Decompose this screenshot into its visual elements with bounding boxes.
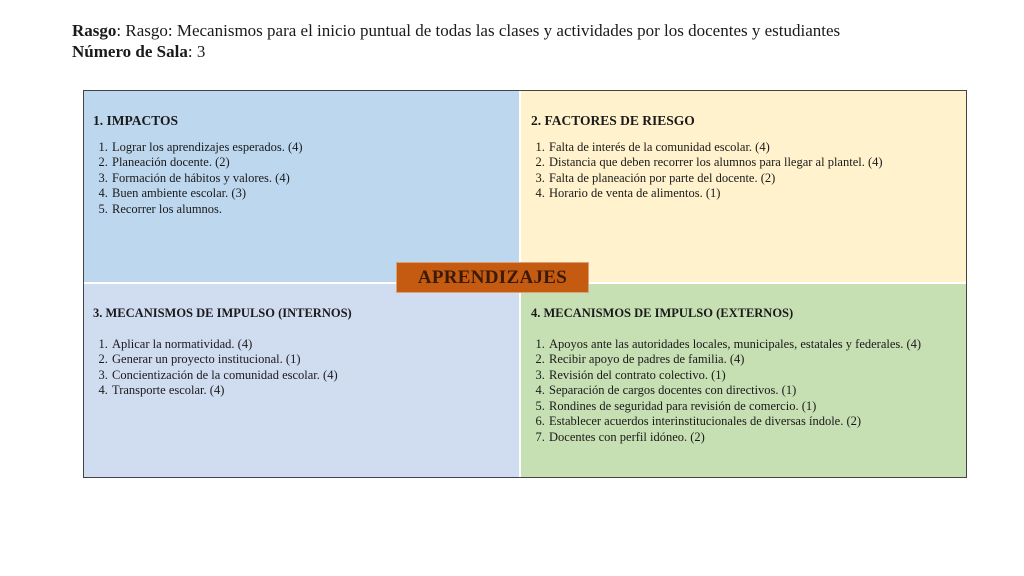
list-item: 4. Transporte escolar. (4): [111, 383, 507, 399]
list-item: 3. Revisión del contrato colectivo. (1): [548, 368, 954, 384]
header: [72, 20, 840, 62]
list-item: 3. Concientización de la comunidad escolar. (4): [111, 368, 507, 384]
list-item: 2. Planeación docente. (2): [111, 155, 507, 171]
list-item: 1. Aplicar la normatividad. (4): [111, 337, 507, 353]
sala-value: : 3: [187, 42, 206, 61]
quadrant-list: [530, 140, 954, 202]
quadrant-impulso-internos: [84, 284, 521, 477]
quadrant-list: [93, 140, 507, 218]
list-item: 3. Falta de planeación por parte del docente. (2): [548, 171, 954, 187]
sala-label: Número de Sala: [72, 42, 188, 61]
list-item: 2. Distancia que deben recorrer los alumnos para llegar al plantel. (4): [548, 155, 954, 171]
list-item: 1. Apoyos ante las autoridades locales, municipales, estatales y federales. (4): [548, 337, 954, 353]
center-label-aprendizajes: APRENDIZAJES: [396, 262, 589, 293]
list-item: 5. Recorrer los alumnos.: [111, 202, 507, 218]
quadrant-list: [530, 337, 954, 446]
list-item: 4. Horario de venta de alimentos. (1): [548, 186, 954, 202]
rasgo-value: : Rasgo: Mecanismos para el inicio puntual de todas las clases y actividades por los docentes y estudiantes: [116, 21, 841, 40]
quadrant-impulso-externos: [521, 284, 966, 477]
list-item: 6. Establecer acuerdos interinstitucionales de diversas índole. (2): [548, 414, 954, 430]
quadrant-title: 3. MECANISMOS DE IMPULSO (INTERNOS): [93, 306, 352, 320]
rasgo-label: Rasgo: [72, 21, 117, 40]
list-item: 1. Lograr los aprendizajes esperados. (4): [111, 140, 507, 156]
quadrant-title: 1. IMPACTOS: [93, 113, 179, 128]
quadrant-title: 4. MECANISMOS DE IMPULSO (EXTERNOS): [531, 306, 794, 320]
list-item: 7. Docentes con perfil idóneo. (2): [548, 430, 954, 446]
quadrant-impactos: [84, 91, 521, 284]
list-item: 1. Falta de interés de la comunidad escolar. (4): [548, 140, 954, 156]
list-item: 2. Generar un proyecto institucional. (1): [111, 352, 507, 368]
quadrant-list: [93, 337, 507, 399]
list-item: 4. Separación de cargos docentes con directivos. (1): [548, 383, 954, 399]
sala-line: [72, 41, 840, 62]
list-item: 2. Recibir apoyo de padres de familia. (4): [548, 352, 954, 368]
list-item: 5. Rondines de seguridad para revisión de comercio. (1): [548, 399, 954, 415]
quadrant-title: 2. FACTORES DE RIESGO: [531, 113, 695, 128]
list-item: 4. Buen ambiente escolar. (3): [111, 186, 507, 202]
list-item: 3. Formación de hábitos y valores. (4): [111, 171, 507, 187]
quadrant-factores-riesgo: [521, 91, 966, 284]
rasgo-line: [72, 20, 840, 41]
